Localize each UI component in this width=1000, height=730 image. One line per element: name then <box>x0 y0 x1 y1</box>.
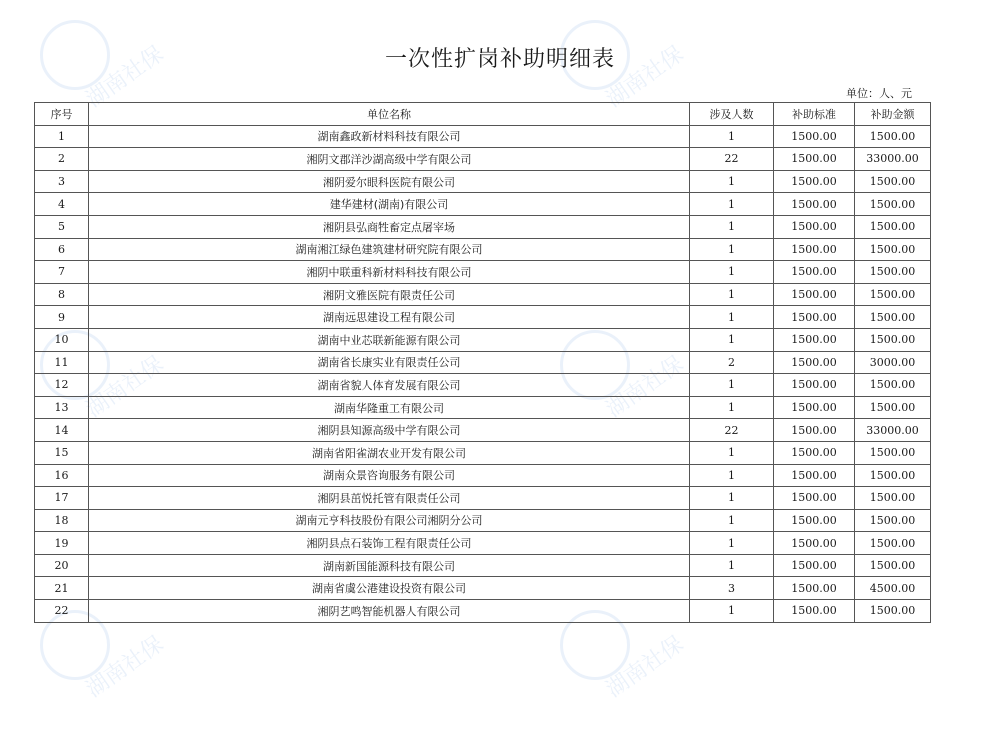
cell-index: 19 <box>35 532 89 555</box>
cell-people: 1 <box>690 238 774 261</box>
cell-people: 1 <box>690 396 774 419</box>
table-row <box>35 306 931 329</box>
cell-standard: 1500.00 <box>774 148 855 171</box>
cell-index: 20 <box>35 554 89 577</box>
watermark-logo <box>40 610 169 730</box>
cell-standard: 1500.00 <box>774 170 855 193</box>
cell-index: 22 <box>35 600 89 623</box>
cell-amount: 1500.00 <box>855 532 931 555</box>
cell-company: 湖南华隆重工有限公司 <box>89 396 690 419</box>
cell-people: 3 <box>690 577 774 600</box>
cell-people: 22 <box>690 419 774 442</box>
table-row <box>35 170 931 193</box>
cell-company: 湘阴艺鸣智能机器人有限公司 <box>89 600 690 623</box>
cell-amount: 3000.00 <box>855 351 931 374</box>
table-row <box>35 238 931 261</box>
cell-company: 湖南鑫政新材料科技有限公司 <box>89 125 690 148</box>
cell-people: 1 <box>690 554 774 577</box>
cell-company: 湖南省貌人体育发展有限公司 <box>89 374 690 397</box>
cell-index: 4 <box>35 193 89 216</box>
cell-index: 1 <box>35 125 89 148</box>
cell-amount: 33000.00 <box>855 419 931 442</box>
cell-amount: 1500.00 <box>855 509 931 532</box>
table-row <box>35 396 931 419</box>
table-row <box>35 577 931 600</box>
cell-company: 建华建材(湖南)有限公司 <box>89 193 690 216</box>
cell-people: 1 <box>690 441 774 464</box>
table-row <box>35 193 931 216</box>
cell-index: 14 <box>35 419 89 442</box>
header-company: 单位名称 <box>89 103 690 126</box>
cell-company: 湘阴爱尔眼科医院有限公司 <box>89 170 690 193</box>
cell-standard: 1500.00 <box>774 215 855 238</box>
cell-amount: 1500.00 <box>855 441 931 464</box>
cell-amount: 1500.00 <box>855 306 931 329</box>
cell-index: 17 <box>35 487 89 510</box>
cell-company: 湖南新国能源科技有限公司 <box>89 554 690 577</box>
cell-people: 1 <box>690 600 774 623</box>
unit-label: 单位：人、元 <box>846 87 912 100</box>
cell-amount: 1500.00 <box>855 328 931 351</box>
cell-amount: 33000.00 <box>855 148 931 171</box>
table-row <box>35 374 931 397</box>
header-amount: 补助金额 <box>855 103 931 126</box>
cell-amount: 1500.00 <box>855 396 931 419</box>
cell-people: 1 <box>690 193 774 216</box>
table-row <box>35 600 931 623</box>
cell-company: 湖南湘江绿色建筑建材研究院有限公司 <box>89 238 690 261</box>
cell-company: 湘阴文雅医院有限责任公司 <box>89 283 690 306</box>
cell-standard: 1500.00 <box>774 419 855 442</box>
cell-index: 12 <box>35 374 89 397</box>
cell-people: 1 <box>690 532 774 555</box>
cell-people: 1 <box>690 374 774 397</box>
cell-people: 1 <box>690 509 774 532</box>
document-title: 一次性扩岗补助明细表 <box>384 47 615 72</box>
cell-standard: 1500.00 <box>774 351 855 374</box>
cell-amount: 1500.00 <box>855 283 931 306</box>
cell-company: 湘阴县弘商牲畜定点屠宰场 <box>89 215 690 238</box>
table-row <box>35 148 931 171</box>
cell-standard: 1500.00 <box>774 238 855 261</box>
cell-company: 湘阴县茁悦托管有限责任公司 <box>89 487 690 510</box>
cell-people: 1 <box>690 487 774 510</box>
cell-company: 湘阴县知源高级中学有限公司 <box>89 419 690 442</box>
table-row <box>35 487 931 510</box>
cell-company: 湖南众景咨询服务有限公司 <box>89 464 690 487</box>
cell-people: 1 <box>690 328 774 351</box>
cell-amount: 1500.00 <box>855 261 931 284</box>
cell-amount: 4500.00 <box>855 577 931 600</box>
cell-company: 湘阴县点石装饰工程有限责任公司 <box>89 532 690 555</box>
cell-standard: 1500.00 <box>774 441 855 464</box>
cell-standard: 1500.00 <box>774 261 855 284</box>
cell-amount: 1500.00 <box>855 193 931 216</box>
cell-index: 11 <box>35 351 89 374</box>
table-row <box>35 125 931 148</box>
cell-people: 1 <box>690 215 774 238</box>
header-index: 序号 <box>35 103 89 126</box>
cell-index: 9 <box>35 306 89 329</box>
header-standard: 补助标准 <box>774 103 855 126</box>
cell-standard: 1500.00 <box>774 487 855 510</box>
cell-index: 6 <box>35 238 89 261</box>
cell-index: 18 <box>35 509 89 532</box>
cell-people: 1 <box>690 283 774 306</box>
cell-people: 1 <box>690 125 774 148</box>
cell-index: 21 <box>35 577 89 600</box>
cell-people: 1 <box>690 261 774 284</box>
cell-company: 湖南省阳雀湖农业开发有限公司 <box>89 441 690 464</box>
cell-amount: 1500.00 <box>855 464 931 487</box>
watermark-text: 湖南社保 <box>601 351 689 423</box>
cell-amount: 1500.00 <box>855 600 931 623</box>
cell-index: 7 <box>35 261 89 284</box>
watermark-text: 湖南社保 <box>601 41 689 113</box>
cell-amount: 1500.00 <box>855 554 931 577</box>
cell-standard: 1500.00 <box>774 577 855 600</box>
cell-company: 湘阴文郡洋沙湖高级中学有限公司 <box>89 148 690 171</box>
cell-standard: 1500.00 <box>774 532 855 555</box>
cell-amount: 1500.00 <box>855 170 931 193</box>
cell-index: 13 <box>35 396 89 419</box>
watermark-text: 湖南社保 <box>81 351 169 423</box>
cell-amount: 1500.00 <box>855 487 931 510</box>
cell-index: 8 <box>35 283 89 306</box>
cell-people: 1 <box>690 306 774 329</box>
cell-standard: 1500.00 <box>774 193 855 216</box>
header-people: 涉及人数 <box>690 103 774 126</box>
cell-standard: 1500.00 <box>774 509 855 532</box>
table-header-row <box>35 103 931 126</box>
cell-standard: 1500.00 <box>774 374 855 397</box>
cell-company: 湖南远思建设工程有限公司 <box>89 306 690 329</box>
cell-standard: 1500.00 <box>774 125 855 148</box>
table-row <box>35 283 931 306</box>
subsidy-table <box>34 102 931 623</box>
cell-index: 10 <box>35 328 89 351</box>
table-row <box>35 261 931 284</box>
table-row <box>35 464 931 487</box>
cell-company: 湖南省虞公港建设投资有限公司 <box>89 577 690 600</box>
cell-company: 湖南省长康实业有限责任公司 <box>89 351 690 374</box>
table-row <box>35 532 931 555</box>
cell-company: 湖南中业芯联新能源有限公司 <box>89 328 690 351</box>
table-row <box>35 441 931 464</box>
table-row <box>35 554 931 577</box>
cell-index: 3 <box>35 170 89 193</box>
watermark-text: 湖南社保 <box>81 41 169 113</box>
cell-index: 5 <box>35 215 89 238</box>
table-row <box>35 215 931 238</box>
cell-company: 湘阴中联重科新材料科技有限公司 <box>89 261 690 284</box>
cell-standard: 1500.00 <box>774 464 855 487</box>
table-body <box>35 125 931 622</box>
cell-standard: 1500.00 <box>774 554 855 577</box>
cell-index: 16 <box>35 464 89 487</box>
cell-amount: 1500.00 <box>855 125 931 148</box>
cell-standard: 1500.00 <box>774 396 855 419</box>
watermark-text: 湖南社保 <box>81 631 169 703</box>
table-row <box>35 351 931 374</box>
table-row <box>35 509 931 532</box>
cell-amount: 1500.00 <box>855 238 931 261</box>
cell-people: 22 <box>690 148 774 171</box>
table-row <box>35 419 931 442</box>
cell-amount: 1500.00 <box>855 215 931 238</box>
cell-standard: 1500.00 <box>774 283 855 306</box>
watermark-text: 湖南社保 <box>601 631 689 703</box>
table-row <box>35 328 931 351</box>
watermark-logo <box>560 610 689 730</box>
cell-index: 15 <box>35 441 89 464</box>
cell-amount: 1500.00 <box>855 374 931 397</box>
cell-index: 2 <box>35 148 89 171</box>
cell-standard: 1500.00 <box>774 600 855 623</box>
cell-people: 1 <box>690 464 774 487</box>
cell-people: 2 <box>690 351 774 374</box>
cell-company: 湖南元亨科技股份有限公司湘阴分公司 <box>89 509 690 532</box>
cell-standard: 1500.00 <box>774 328 855 351</box>
cell-people: 1 <box>690 170 774 193</box>
cell-standard: 1500.00 <box>774 306 855 329</box>
